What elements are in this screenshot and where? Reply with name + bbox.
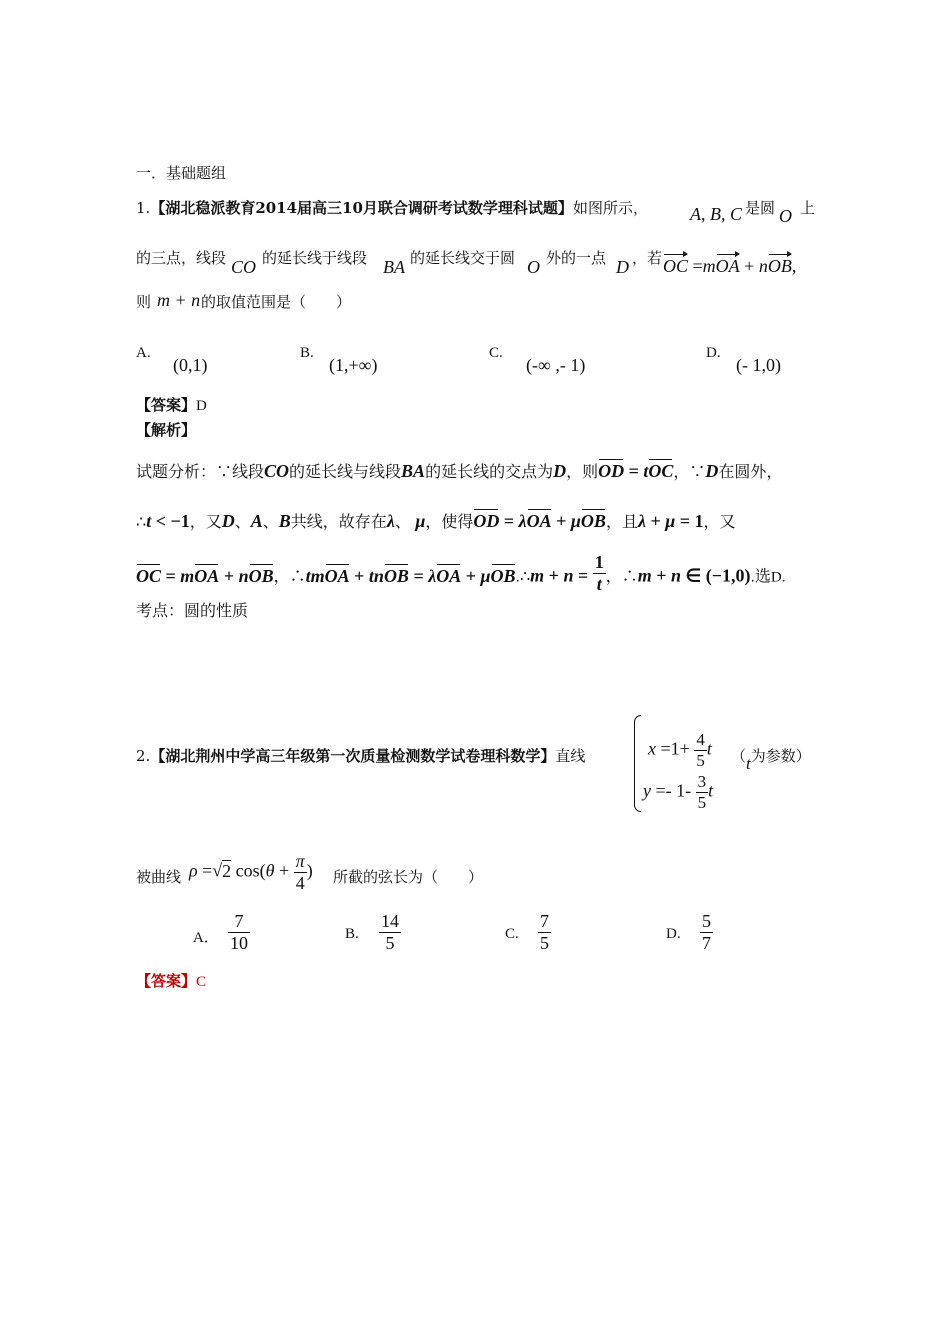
q2-option-b-label: B. xyxy=(345,926,359,942)
q2-option-b-value xyxy=(379,911,401,954)
q1-analysis-label: 【解析】 xyxy=(136,421,197,439)
analysis-text: ，∴ xyxy=(273,568,306,586)
q2-line2-a: 被曲线 xyxy=(136,868,182,886)
q1-vector-equation: OC =mOA + nOB, xyxy=(663,256,797,276)
fraction-1-over-t: $\frac{1}{t}$ xyxy=(594,552,604,594)
q1-option-b-label: B. xyxy=(300,345,314,361)
q2-option-a-value xyxy=(228,911,250,954)
q1-seg-ba: BA xyxy=(383,257,405,277)
analysis-line-1: 试题分析：∵线段CO的延长线与线段BA的延长线的交点为D，则OD = tOC，∵D在圆外， xyxy=(136,461,783,481)
analysis-text: 、 xyxy=(234,514,251,531)
analysis-text: D. xyxy=(770,569,786,586)
system-brace xyxy=(634,715,641,812)
q2-option-c-label: C. xyxy=(505,926,519,942)
q2-line-1 xyxy=(136,745,585,766)
q1-line3-a: 则 xyxy=(136,293,152,311)
q2-option-c-value xyxy=(538,911,551,954)
q1-kaodian: 考点：圆的性质 xyxy=(136,603,249,620)
frac-den: 7 xyxy=(702,933,711,953)
analysis-line-3: OC = mOA + nOB，∴tmOA + tnOB = λOA + μOB.∴m + n = $\frac{1}{t}$ ，∴m + n ∈ (−1,0).选D. xyxy=(136,552,786,594)
section-title: 一．基础题组 xyxy=(136,164,227,182)
q1-option-d-label: D. xyxy=(706,345,721,361)
frac-den: 10 xyxy=(230,933,248,953)
q1-stem-text: 如图所示， xyxy=(572,199,648,217)
analysis-text: 试题分析：∵线段 xyxy=(136,464,265,481)
q1-line2-c: 的延长线交于圆 xyxy=(410,249,516,267)
q1-m-plus-n: m + n xyxy=(157,290,201,310)
q1-source: 【湖北稳派教育2014届高三10月联合调研考试数学理科试题】 xyxy=(150,199,573,217)
q1-stem-text-c: 上 xyxy=(800,199,816,217)
analysis-text: ，∴ xyxy=(605,568,638,586)
analysis-text: ，则 xyxy=(566,464,599,481)
q2-source: 【湖北荆州中学高三年级第一次质量检测数学试卷理科数学】 xyxy=(150,747,556,765)
q1-line2-d: 外的一点 xyxy=(546,249,607,267)
q1-line2-b: 的延长线于线段 xyxy=(262,249,368,267)
q1-point-d: D xyxy=(616,257,629,277)
q1-answer-value: D xyxy=(196,398,207,414)
analysis-text: ，且 xyxy=(605,514,638,531)
q1-number: 1. xyxy=(136,199,151,217)
param-t: t xyxy=(746,754,751,773)
frac-den: 5 xyxy=(540,933,549,953)
q1-line2-e: ，若 xyxy=(632,249,663,267)
frac-num: 5 xyxy=(702,911,711,931)
vec-oc: OC xyxy=(663,256,689,276)
q2-answer-label: 【答案】 xyxy=(136,972,197,990)
param-note xyxy=(731,745,811,773)
analysis-text: ，又 xyxy=(703,514,736,531)
q1-points: A, B, C xyxy=(690,204,742,224)
analysis-text: 的延长线的交点为 xyxy=(425,464,554,481)
analysis-text: .∴ xyxy=(515,568,531,586)
q2-answer xyxy=(136,970,206,991)
q1-circle-o: O xyxy=(779,206,792,226)
q2-option-a-label: A． xyxy=(193,930,219,946)
param-paren: （ xyxy=(731,747,747,765)
q1-option-b-value: (1,+∞) xyxy=(329,355,378,375)
q1-option-a-label: A. xyxy=(136,345,151,361)
q2-number: 2. xyxy=(136,747,151,765)
q1-answer xyxy=(136,394,207,415)
q1-option-c-label: C. xyxy=(489,345,503,361)
q2-stem-text: 直线 xyxy=(555,747,586,765)
q1-option-a-value: (0,1) xyxy=(173,355,208,375)
vec-ob: OB xyxy=(767,256,792,276)
q1-option-d-value: (- 1,0) xyxy=(736,355,781,375)
frac-num: 14 xyxy=(381,911,399,931)
analysis-text: .选 xyxy=(750,568,771,586)
analysis-text: ，使得 xyxy=(425,514,474,531)
q2-answer-value: C xyxy=(196,974,207,990)
vec-oa: OA xyxy=(715,256,740,276)
analysis-text: 共线，故存在 xyxy=(290,514,387,531)
analysis-text: ，又 xyxy=(189,514,222,531)
frac-den: 5 xyxy=(379,932,401,954)
q1-stem-text-b: 是圆 xyxy=(745,199,776,217)
q1-circle-o-2: O xyxy=(527,257,540,277)
analysis-text: ∴ xyxy=(136,514,147,531)
frac-num: 7 xyxy=(234,911,244,931)
q2-option-d-label: D. xyxy=(666,926,681,942)
analysis-text: 的延长线与线段 xyxy=(289,464,402,481)
q1-option-c-value: (-∞ ,- 1) xyxy=(526,355,586,375)
param-eq-y: y =- 1- $\frac{3}{5}$ t xyxy=(643,772,714,812)
param-eq-x: x =1+ $\frac{4}{5}$ t xyxy=(648,730,712,770)
analysis-text: 在圆外， xyxy=(718,464,783,481)
q2-line2-b: 所截的弦长为（ ） xyxy=(333,868,484,886)
q1-seg-co: CO xyxy=(231,257,257,277)
analysis-line-2: ∴t < −1，又D、A、B共线，故存在λ、 μ，使得OD = λOA + μOB，且λ + μ = 1，又 xyxy=(136,511,736,531)
q1-line-1 xyxy=(136,197,648,218)
analysis-text: ，∵ xyxy=(673,464,706,481)
frac-num: 7 xyxy=(540,911,549,931)
curve-equation: ρ =√2 cos(θ + $\frac{\pi}{4}$ ) xyxy=(189,851,313,893)
q1-line2-a: 的三点，线段 xyxy=(136,249,227,267)
q1-answer-label: 【答案】 xyxy=(136,396,197,414)
param-text: 为参数） xyxy=(750,747,811,765)
q1-line3-b: 的取值范围是（ ） xyxy=(201,293,352,311)
analysis-text: 、 xyxy=(262,514,279,531)
q2-option-d-value xyxy=(700,911,713,954)
